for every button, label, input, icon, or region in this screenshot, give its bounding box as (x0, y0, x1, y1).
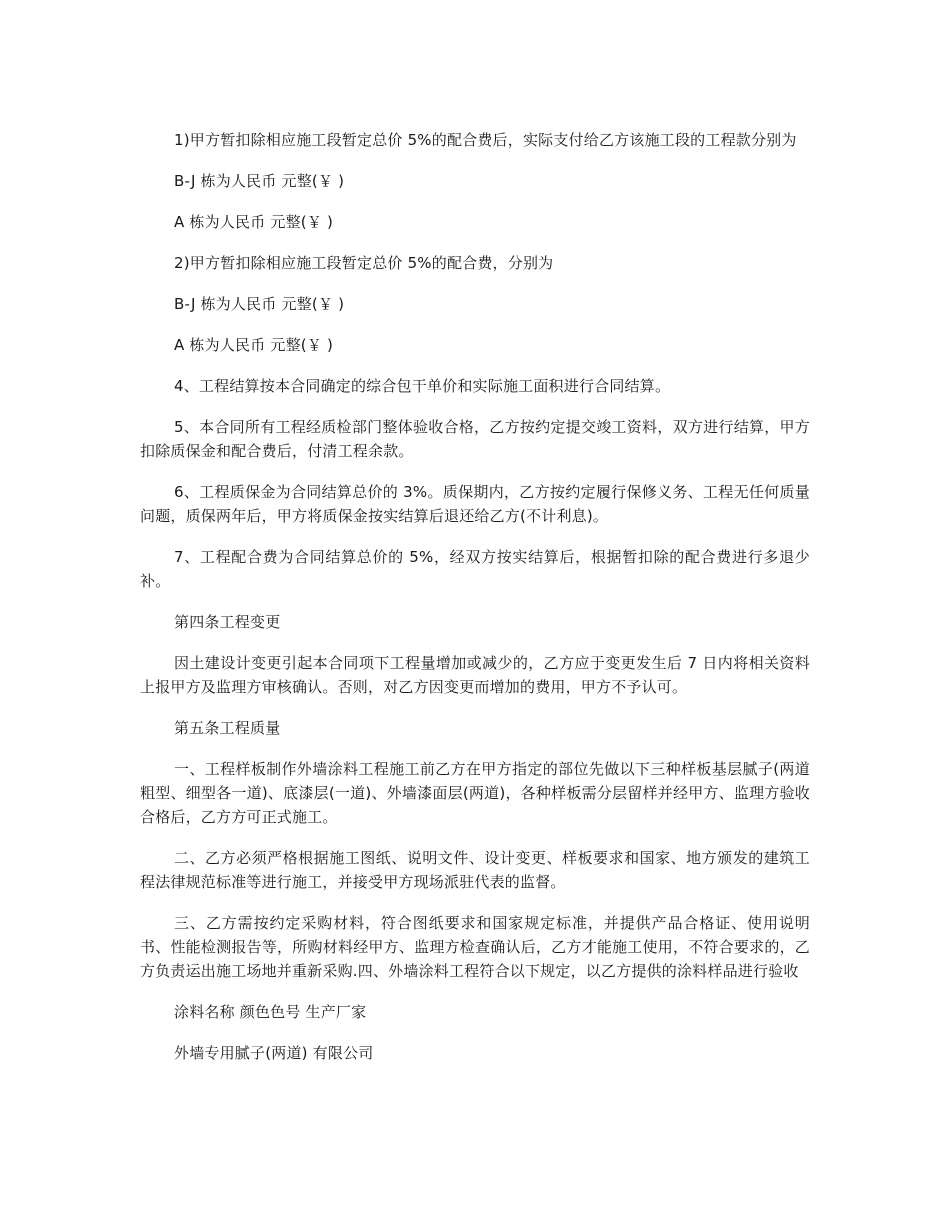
paragraph-payment-1-a: A 栋为人民币 元整(￥ ) (174, 213, 334, 231)
paragraph-article-5-item-3: 三、乙方需按约定采购材料，符合图纸要求和国家规定标准，并提供产品合格证、使用说明书、性能检测报告等，所购材料经甲方、监理方检查确认后，乙方才能施工使用，不符合要求的，乙方负责运出施工场地并重新采购.四、外墙涂料工程符合以下规定，以乙方提供的涂料样品进行验收 (140, 914, 810, 980)
paragraph-coating-table-header: 涂料名称 颜色色号 生产厂家 (174, 1003, 367, 1021)
section-heading-article-5: 第五条工程质量 (174, 719, 281, 737)
paragraph-clause-5: 5、本合同所有工程经质检部门整体验收合格，乙方按约定提交竣工资料，双方进行结算，甲方扣除质保金和配合费后，付清工程余款。 (140, 418, 810, 460)
paragraph-clause-6: 6、工程质保金为合同结算总价的 3%。质保期内，乙方按约定履行保修义务、工程无任何质量问题，质保两年后，甲方将质保金按实结算后退还给乙方(不计利息)。 (140, 483, 810, 525)
paragraph-article-5-item-1: 一、工程样板制作外墙涂料工程施工前乙方在甲方指定的部位先做以下三种样板基层腻子(两道粗型、细型各一道)、底漆层(一道)、外墙漆面层(两道)，各种样板需分层留样并经甲方、监理方验收合格后，乙方方可正式施工。 (140, 760, 810, 826)
paragraph-clause-7: 7、工程配合费为合同结算总价的 5%，经双方按实结算后，根据暂扣除的配合费进行多退少补。 (140, 548, 810, 590)
paragraph-payment-1: 1)甲方暂扣除相应施工段暂定总价 5%的配合费后，实际支付给乙方该施工段的工程款分别为 (174, 131, 797, 149)
paragraph-payment-2-a: A 栋为人民币 元整(￥ ) (174, 336, 334, 354)
paragraph-payment-1-bj: B-J 栋为人民币 元整(￥ ) (174, 172, 345, 190)
paragraph-payment-2-bj: B-J 栋为人民币 元整(￥ ) (174, 295, 345, 313)
paragraph-article-5-item-2: 二、乙方必须严格根据施工图纸、说明文件、设计变更、样板要求和国家、地方颁发的建筑工程法律规范标准等进行施工，并接受甲方现场派驻代表的监督。 (140, 849, 810, 891)
paragraph-article-4-body: 因土建设计变更引起本合同项下工程量增加或减少的，乙方应于变更发生后 7 日内将相关资料上报甲方及监理方审核确认。否则，对乙方因变更而增加的费用，甲方不予认可。 (140, 654, 810, 696)
document-body (140, 128, 810, 1082)
paragraph-coating-table-row: 外墙专用腻子(两道) 有限公司 (174, 1044, 374, 1062)
paragraph-payment-2: 2)甲方暂扣除相应施工段暂定总价 5%的配合费，分别为 (174, 254, 554, 272)
section-heading-article-4: 第四条工程变更 (174, 613, 281, 631)
paragraph-clause-4: 4、工程结算按本合同确定的综合包干单价和实际施工面积进行合同结算。 (174, 377, 671, 395)
